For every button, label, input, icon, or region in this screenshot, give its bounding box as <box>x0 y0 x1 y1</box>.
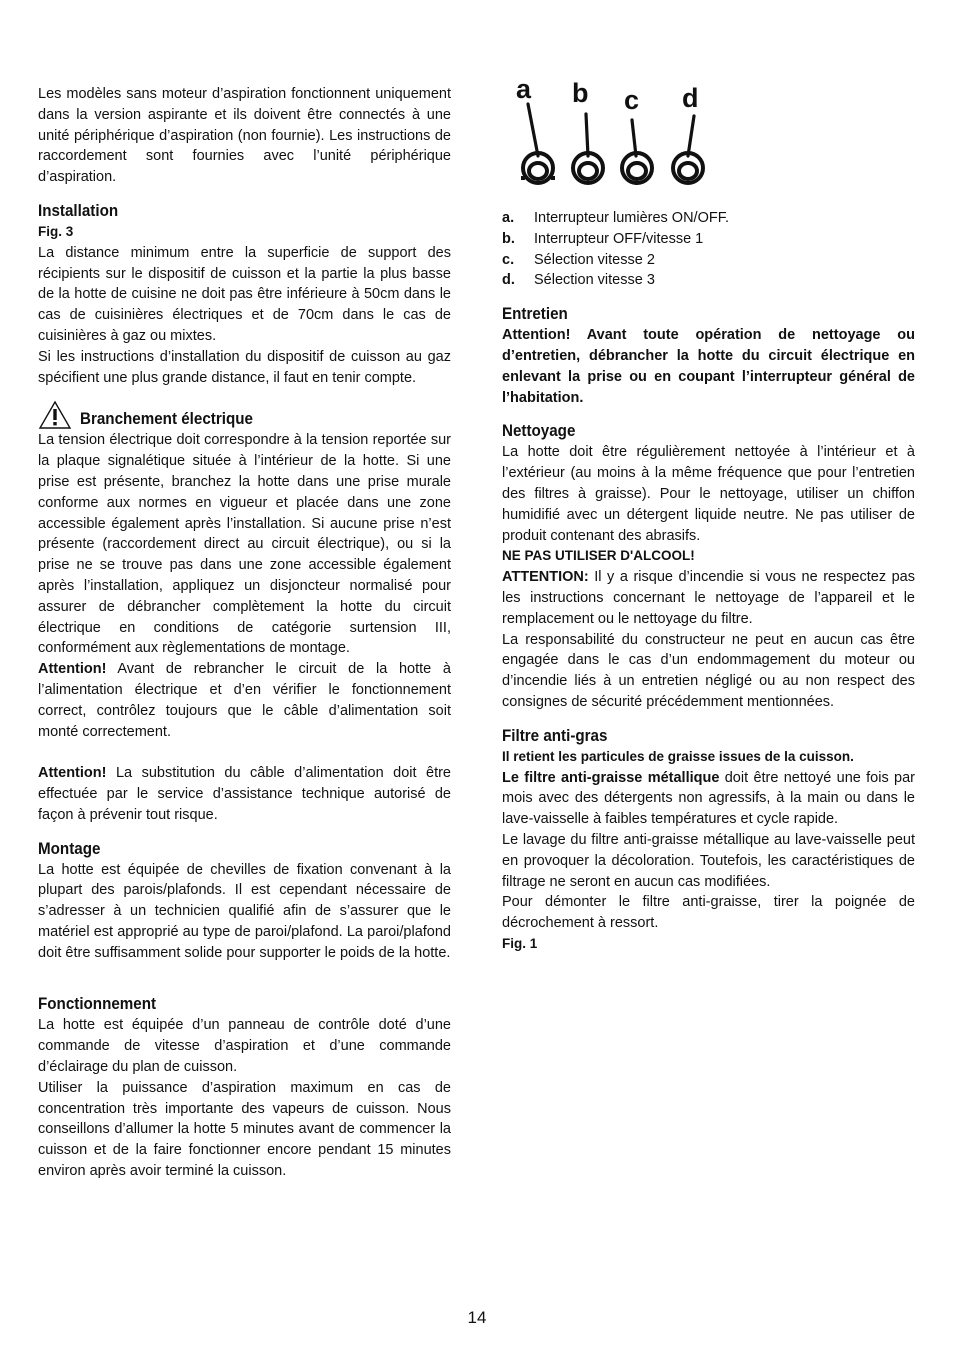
filtre-bold-phrase: Le filtre anti-graisse métallique <box>502 769 720 786</box>
knob-label-c: c <box>624 85 640 115</box>
attention-text: La substitution du câble d’alimentation doit être effectuée par le service d’assistance technique autorisé de façon à prévenir tout risque. <box>38 765 451 823</box>
knob-label-a: a <box>516 76 532 104</box>
montage-paragraph: La hotte est équipée de chevilles de fixation convenant à la plupart des parois/plafonds. Il est cependant nécessaire de s’adresser à un technicien qualifié afin de s’assurer que le matériel est approprié au type de paroi/plafond. La paroi/plafond doit être suffisamment solide pour supporter le poids de la hotte. <box>38 861 451 961</box>
left-column <box>38 84 451 1182</box>
attention-text: Avant de rebrancher le circuit de la hotte à l’alimentation électrique et d’en vérifier le fonctionnement correct, contrôlez toujours que le câble d’alimentation soit monté correctement. <box>38 661 451 740</box>
filtre-paragraph-2: Le lavage du filtre anti-graisse métallique au lave-vaisselle peut en provoquer la décoloration. Toutefois, les caractéristiques de filtrage ne seront en aucun cas modifiées. <box>502 831 915 890</box>
branchement-paragraph-1: La tension électrique doit correspondre à la tension reportée sur la plaque signalétique située à l’intérieur de la hotte. Si une prise est présente, branchez la hotte dans une prise murale conforme aux normes en vigueur et placée dans une zone accessible également après l’installation. Si aucune prise n’est présente (raccordement direct au circuit électrique), ou si la prise ne se trouve pas dans une zone accessible également après l’installation, appliquez un disjoncteur normalisé pour assurer de débrancher complètement la hotte du circuit électrique en conditions de catégorie surtension III, conformément aux règlementations de montage. <box>38 432 451 657</box>
nettoyage-heading: Nettoyage <box>502 422 576 441</box>
right-column <box>502 76 915 955</box>
warning-triangle-icon <box>38 400 72 430</box>
filtre-text: doit être nettoyé une fois par mois avec des détergents non agressifs, à la main ou dans le lave-vaisselle à faibles températures et cycle rapide. <box>502 769 915 828</box>
entretien-heading: Entretien <box>502 305 568 324</box>
installation-fig-ref: Fig. 3 <box>38 223 74 239</box>
attention-text: Il y a risque d’incendie si vous ne respectez pas les instructions concernant le nettoyage de l’appareil et le remplacement ou le nettoyage du filtre. <box>502 569 915 627</box>
branchement-heading: Branchement électrique <box>80 410 253 429</box>
legend-item: a. Interrupteur lumières ON/OFF. <box>502 210 729 226</box>
branchement-attention-1 <box>38 659 451 742</box>
knob-label-b: b <box>572 78 589 108</box>
branchement-heading-row <box>38 400 451 430</box>
no-alcohol-warning: NE PAS UTILISER D'ALCOOL! <box>502 548 695 564</box>
knob-label-d: d <box>682 83 699 113</box>
filtre-heading: Filtre anti-gras <box>502 726 608 745</box>
installation-paragraph-2: Si les instructions d’installation du dispositif de cuisson au gaz spécifient une plus grande distance, il faut en tenir compte. <box>38 348 451 386</box>
nettoyage-paragraph-2: La responsabilité du constructeur ne peut en aucun cas être engagée dans le cas d’un endommagement du moteur ou d’incendie liés à un entretien négligé ou au non respect des consignes de sécurité précédemment mentionnées. <box>502 631 915 710</box>
montage-heading: Montage <box>38 839 101 858</box>
fonctionnement-paragraph-2: Utiliser la puissance d’aspiration maximum en cas de concentration très importante des vapeurs de cuisson. Nous conseillons d’allumer la hotte 5 minutes avant de commencer la cuisson et de la faire fonctionner encore pendant 15 minutes environ après avoir terminé la cuisson. <box>38 1079 451 1180</box>
intro-paragraph: Les modèles sans moteur d’aspiration fonctionnent uniquement dans la version aspirante et ils doivent être connectés à une unité périphérique d’aspiration (non fournie). Les instructions de raccordement sont fournies avec l’unité périphérique d’aspiration. <box>38 86 451 186</box>
filtre-lead: Il retient les particules de graisse issues de la cuisson. <box>502 748 854 764</box>
nettoyage-attention <box>502 567 915 629</box>
knob-c <box>622 153 652 183</box>
page-number: 14 <box>467 1308 487 1327</box>
filtre-fig-ref: Fig. 1 <box>502 935 538 951</box>
branchement-attention-2 <box>38 763 451 825</box>
fonctionnement-heading: Fonctionnement <box>38 995 157 1014</box>
control-panel-diagram <box>502 76 915 196</box>
installation-heading: Installation <box>38 201 119 220</box>
legend-item: b. Interrupteur OFF/vitesse 1 <box>502 230 704 247</box>
legend-item: c. Sélection vitesse 2 <box>502 251 655 268</box>
legend-item: d. Sélection vitesse 3 <box>502 272 655 289</box>
attention-label: ATTENTION: <box>502 569 589 586</box>
installation-paragraph-1: La distance minimum entre la superficie de support des récipients sur le dispositif de cuisson et la partie la plus basse de la hotte de cuisine ne doit pas être inférieure à 50cm dans le cas de cuisinières électriques et de 70cm dans le cas de cuisinières à gaz ou mixtes. <box>38 244 451 344</box>
entretien-paragraph: Attention! Avant toute opération de nettoyage ou d’entretien, débrancher la hotte du circuit électrique en enlevant la prise ou en coupant l’interrupteur général de l’habitation. <box>502 327 915 406</box>
control-knobs-illustration <box>502 76 722 196</box>
fonctionnement-paragraph-1: La hotte est équipée d’un panneau de contrôle doté d’une commande de vitesse d’aspiration et d’une commande d’éclairage du plan de cuisson. <box>38 1017 451 1076</box>
nettoyage-paragraph-1: La hotte doit être régulièrement nettoyée à l’intérieur et à l’extérieur (au moins à la même fréquence que pour l’entretien des filtres à graisse). Pour le nettoyage, utiliser un chiffon humidifié avec un détergent liquide neutre. Ne pas utiliser de produit contenant des abrasifs. <box>502 444 915 544</box>
attention-label: Attention! <box>38 765 107 782</box>
control-legend <box>502 208 915 291</box>
attention-label: Attention! <box>38 661 107 678</box>
filtre-paragraph-3: Pour démonter le filtre anti-graisse, tirer la poignée de décrochement à ressort. <box>502 894 915 932</box>
filtre-paragraph-1 <box>502 768 915 830</box>
